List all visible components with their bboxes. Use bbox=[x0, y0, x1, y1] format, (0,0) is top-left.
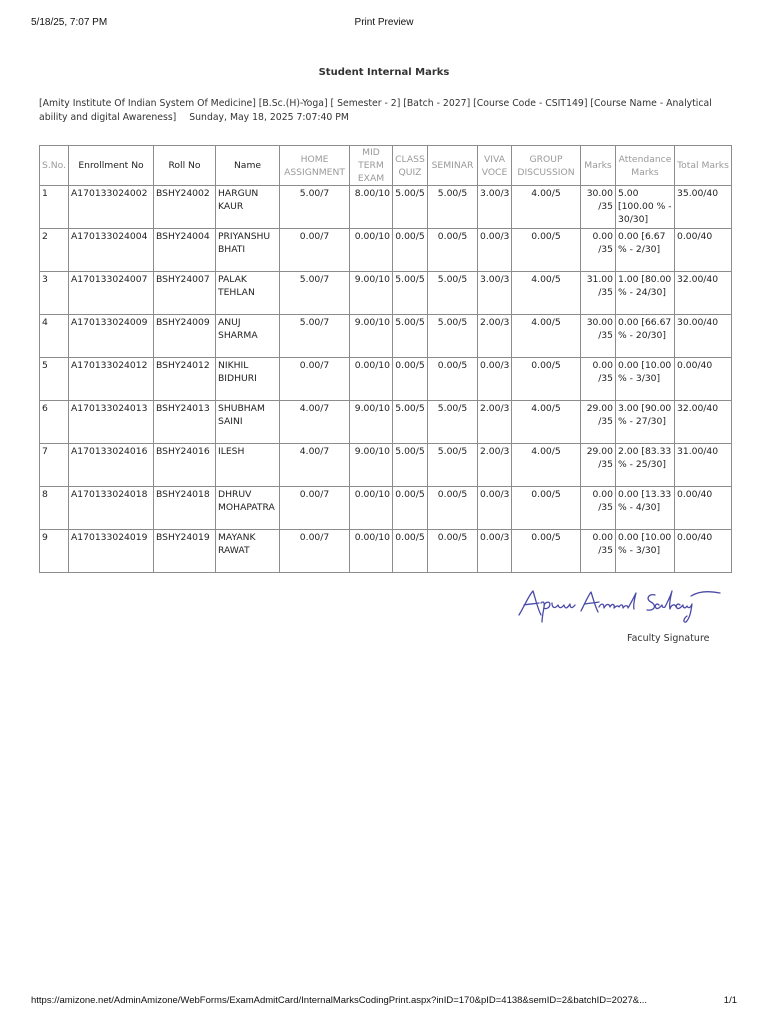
cell-enrollment: A170133024007 bbox=[69, 272, 154, 315]
cell-viva-voce: 0.00/3 bbox=[478, 487, 512, 530]
cell-enrollment: A170133024002 bbox=[69, 186, 154, 229]
cell-class-quiz: 0.00/5 bbox=[393, 229, 428, 272]
table-row bbox=[40, 530, 732, 573]
table-row bbox=[40, 272, 732, 315]
cell-class-quiz: 0.00/5 bbox=[393, 530, 428, 573]
course-info bbox=[39, 97, 739, 125]
cell-group-discussion: 0.00/5 bbox=[512, 229, 581, 272]
cell-attendance: 0.00 [10.00 % - 3/30] bbox=[616, 358, 675, 401]
cell-marks: 0.00 /35 bbox=[581, 358, 616, 401]
cell-roll: BSHY24019 bbox=[154, 530, 216, 573]
cell-marks: 0.00 /35 bbox=[581, 487, 616, 530]
cell-seminar: 5.00/5 bbox=[428, 186, 478, 229]
table-row bbox=[40, 444, 732, 487]
cell-group-discussion: 0.00/5 bbox=[512, 530, 581, 573]
cell-class-quiz: 0.00/5 bbox=[393, 358, 428, 401]
cell-viva-voce: 0.00/3 bbox=[478, 358, 512, 401]
cell-total: 0.00/40 bbox=[675, 358, 732, 401]
cell-enrollment: A170133024013 bbox=[69, 401, 154, 444]
cell-total: 0.00/40 bbox=[675, 487, 732, 530]
cell-home-assignment: 4.00/7 bbox=[280, 444, 350, 487]
cell-name: ANUJ SHARMA bbox=[216, 315, 280, 358]
cell-class-quiz: 0.00/5 bbox=[393, 487, 428, 530]
cell-roll: BSHY24012 bbox=[154, 358, 216, 401]
cell-enrollment: A170133024012 bbox=[69, 358, 154, 401]
cell-attendance: 2.00 [83.33 % - 25/30] bbox=[616, 444, 675, 487]
cell-roll: BSHY24004 bbox=[154, 229, 216, 272]
cell-mid-term: 0.00/10 bbox=[350, 530, 393, 573]
header-group-discussion: GROUP DISCUSSION bbox=[512, 146, 581, 186]
cell-home-assignment: 0.00/7 bbox=[280, 530, 350, 573]
page-title: Student Internal Marks bbox=[318, 67, 450, 78]
cell-total: 0.00/40 bbox=[675, 229, 732, 272]
cell-viva-voce: 0.00/3 bbox=[478, 530, 512, 573]
cell-viva-voce: 2.00/3 bbox=[478, 444, 512, 487]
table-row bbox=[40, 186, 732, 229]
cell-viva-voce: 2.00/3 bbox=[478, 315, 512, 358]
cell-enrollment: A170133024019 bbox=[69, 530, 154, 573]
cell-home-assignment: 0.00/7 bbox=[280, 358, 350, 401]
table-row bbox=[40, 229, 732, 272]
cell-seminar: 5.00/5 bbox=[428, 315, 478, 358]
cell-marks: 29.00 /35 bbox=[581, 401, 616, 444]
cell-class-quiz: 5.00/5 bbox=[393, 186, 428, 229]
header-class-quiz: CLASS QUIZ bbox=[393, 146, 428, 186]
cell-roll: BSHY24013 bbox=[154, 401, 216, 444]
cell-group-discussion: 0.00/5 bbox=[512, 487, 581, 530]
signature-label: Faculty Signature bbox=[627, 633, 710, 644]
cell-enrollment: A170133024018 bbox=[69, 487, 154, 530]
print-datetime: 5/18/25, 7:07 PM bbox=[31, 17, 108, 28]
cell-roll: BSHY24002 bbox=[154, 186, 216, 229]
cell-total: 35.00/40 bbox=[675, 186, 732, 229]
cell-mid-term: 8.00/10 bbox=[350, 186, 393, 229]
cell-seminar: 5.00/5 bbox=[428, 444, 478, 487]
cell-seminar: 0.00/5 bbox=[428, 530, 478, 573]
cell-mid-term: 9.00/10 bbox=[350, 272, 393, 315]
cell-marks: 30.00 /35 bbox=[581, 315, 616, 358]
cell-enrollment: A170133024009 bbox=[69, 315, 154, 358]
cell-marks: 29.00 /35 bbox=[581, 444, 616, 487]
cell-mid-term: 0.00/10 bbox=[350, 229, 393, 272]
table-row bbox=[40, 315, 732, 358]
cell-name: HARGUN KAUR bbox=[216, 186, 280, 229]
cell-total: 0.00/40 bbox=[675, 530, 732, 573]
cell-home-assignment: 4.00/7 bbox=[280, 401, 350, 444]
cell-class-quiz: 5.00/5 bbox=[393, 401, 428, 444]
cell-group-discussion: 4.00/5 bbox=[512, 272, 581, 315]
cell-attendance: 1.00 [80.00 % - 24/30] bbox=[616, 272, 675, 315]
cell-group-discussion: 4.00/5 bbox=[512, 315, 581, 358]
print-preview-header bbox=[0, 17, 768, 31]
header-viva-voce: VIVA VOCE bbox=[478, 146, 512, 186]
cell-roll: BSHY24018 bbox=[154, 487, 216, 530]
cell-mid-term: 0.00/10 bbox=[350, 358, 393, 401]
header-name: Name bbox=[216, 146, 280, 186]
faculty-signature bbox=[515, 585, 725, 625]
header-sno: S.No. bbox=[40, 146, 69, 186]
cell-total: 30.00/40 bbox=[675, 315, 732, 358]
header-seminar: SEMINAR bbox=[428, 146, 478, 186]
header-roll: Roll No bbox=[154, 146, 216, 186]
cell-sno: 7 bbox=[40, 444, 69, 487]
cell-attendance: 0.00 [6.67 % - 2/30] bbox=[616, 229, 675, 272]
table-row bbox=[40, 401, 732, 444]
cell-marks: 31.00 /35 bbox=[581, 272, 616, 315]
cell-name: ILESH bbox=[216, 444, 280, 487]
cell-seminar: 0.00/5 bbox=[428, 358, 478, 401]
header-enrollment: Enrollment No bbox=[69, 146, 154, 186]
cell-name: MAYANK RAWAT bbox=[216, 530, 280, 573]
cell-attendance: 0.00 [66.67 % - 20/30] bbox=[616, 315, 675, 358]
cell-roll: BSHY24009 bbox=[154, 315, 216, 358]
table-row bbox=[40, 358, 732, 401]
cell-total: 31.00/40 bbox=[675, 444, 732, 487]
cell-attendance: 0.00 [10.00 % - 3/30] bbox=[616, 530, 675, 573]
cell-group-discussion: 4.00/5 bbox=[512, 444, 581, 487]
generated-datetime: Sunday, May 18, 2025 7:07:40 PM bbox=[189, 112, 349, 123]
cell-home-assignment: 5.00/7 bbox=[280, 186, 350, 229]
cell-viva-voce: 2.00/3 bbox=[478, 401, 512, 444]
header-total: Total Marks bbox=[675, 146, 732, 186]
cell-enrollment: A170133024004 bbox=[69, 229, 154, 272]
page-counter: 1/1 bbox=[723, 995, 737, 1006]
cell-attendance: 3.00 [90.00 % - 27/30] bbox=[616, 401, 675, 444]
cell-home-assignment: 5.00/7 bbox=[280, 315, 350, 358]
cell-home-assignment: 0.00/7 bbox=[280, 487, 350, 530]
print-preview-footer bbox=[31, 995, 737, 1009]
cell-marks: 0.00 /35 bbox=[581, 530, 616, 573]
cell-sno: 6 bbox=[40, 401, 69, 444]
cell-group-discussion: 4.00/5 bbox=[512, 186, 581, 229]
table-row bbox=[40, 487, 732, 530]
cell-sno: 2 bbox=[40, 229, 69, 272]
cell-enrollment: A170133024016 bbox=[69, 444, 154, 487]
cell-sno: 4 bbox=[40, 315, 69, 358]
cell-seminar: 0.00/5 bbox=[428, 229, 478, 272]
cell-class-quiz: 5.00/5 bbox=[393, 444, 428, 487]
cell-viva-voce: 0.00/3 bbox=[478, 229, 512, 272]
cell-mid-term: 0.00/10 bbox=[350, 487, 393, 530]
cell-group-discussion: 0.00/5 bbox=[512, 358, 581, 401]
page-url: https://amizone.net/AdminAmizone/WebForms/ExamAdmitCard/InternalMarksCodingPrint.aspx?inID=170&pID=4138&semID=2&batchID=2027&... bbox=[31, 995, 648, 1006]
cell-seminar: 5.00/5 bbox=[428, 272, 478, 315]
cell-seminar: 5.00/5 bbox=[428, 401, 478, 444]
cell-name: PALAK TEHLAN bbox=[216, 272, 280, 315]
cell-seminar: 0.00/5 bbox=[428, 487, 478, 530]
header-marks: Marks bbox=[581, 146, 616, 186]
cell-name: PRIYANSHU BHATI bbox=[216, 229, 280, 272]
cell-roll: BSHY24016 bbox=[154, 444, 216, 487]
cell-name: SHUBHAM SAINI bbox=[216, 401, 280, 444]
marks-table bbox=[39, 145, 732, 573]
cell-sno: 1 bbox=[40, 186, 69, 229]
cell-total: 32.00/40 bbox=[675, 272, 732, 315]
header-attendance: Attendance Marks bbox=[616, 146, 675, 186]
cell-group-discussion: 4.00/5 bbox=[512, 401, 581, 444]
course-info-text: [Amity Institute Of Indian System Of Medicine] [B.Sc.(H)-Yoga] [ Semester - 2] [Batch - 2027] [Course Code - CSIT149] [Course Name - Analytical ability and digital Awareness] bbox=[39, 98, 712, 123]
header-home-assignment: HOME ASSIGNMENT bbox=[280, 146, 350, 186]
cell-roll: BSHY24007 bbox=[154, 272, 216, 315]
cell-sno: 5 bbox=[40, 358, 69, 401]
cell-viva-voce: 3.00/3 bbox=[478, 186, 512, 229]
cell-name: NIKHIL BIDHURI bbox=[216, 358, 280, 401]
cell-marks: 30.00 /35 bbox=[581, 186, 616, 229]
header-mid-term: MID TERM EXAM bbox=[350, 146, 393, 186]
cell-viva-voce: 3.00/3 bbox=[478, 272, 512, 315]
cell-attendance: 5.00 [100.00 % - 30/30] bbox=[616, 186, 675, 229]
print-preview-title: Print Preview bbox=[354, 17, 414, 28]
cell-class-quiz: 5.00/5 bbox=[393, 272, 428, 315]
cell-mid-term: 9.00/10 bbox=[350, 444, 393, 487]
cell-home-assignment: 5.00/7 bbox=[280, 272, 350, 315]
cell-name: DHRUV MOHAPATRA bbox=[216, 487, 280, 530]
cell-sno: 9 bbox=[40, 530, 69, 573]
cell-mid-term: 9.00/10 bbox=[350, 401, 393, 444]
cell-attendance: 0.00 [13.33 % - 4/30] bbox=[616, 487, 675, 530]
cell-mid-term: 9.00/10 bbox=[350, 315, 393, 358]
cell-sno: 3 bbox=[40, 272, 69, 315]
cell-sno: 8 bbox=[40, 487, 69, 530]
cell-class-quiz: 5.00/5 bbox=[393, 315, 428, 358]
table-header-row bbox=[40, 146, 732, 186]
cell-marks: 0.00 /35 bbox=[581, 229, 616, 272]
cell-total: 32.00/40 bbox=[675, 401, 732, 444]
cell-home-assignment: 0.00/7 bbox=[280, 229, 350, 272]
